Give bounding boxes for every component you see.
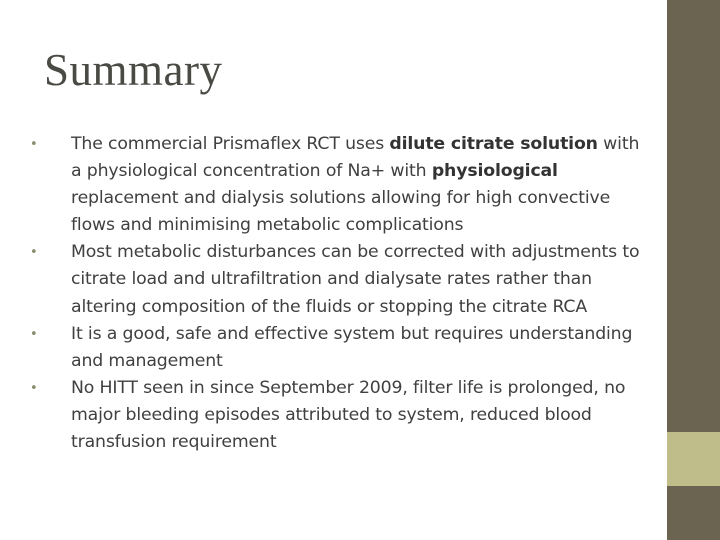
- bullet-item: [26, 375, 648, 456]
- bullet-list: [26, 131, 648, 456]
- bullet-text-bold: physiological: [431, 161, 558, 182]
- bullet-icon: •: [30, 380, 38, 396]
- bullet-text: replacement and dialysis solutions allowing for high convective flows and minimising metabolic complications: [71, 188, 611, 236]
- sidebar-decoration-top: [667, 0, 720, 432]
- bullet-item: [26, 131, 648, 239]
- bullet-text: No HITT seen in since September 2009, filter life is prolonged, no major bleeding episodes attributed to system, reduced blood transfusion requirement: [71, 377, 626, 453]
- bullet-text: The commercial Prismaflex RCT uses: [71, 134, 390, 154]
- bullet-text: with a physiological concentration of Na+ with: [71, 134, 640, 182]
- bullet-icon: •: [30, 245, 38, 261]
- bullet-item: [26, 321, 648, 375]
- bullet-item: [26, 239, 648, 320]
- slide-title: Summary: [44, 45, 223, 95]
- bullet-icon: •: [30, 137, 38, 152]
- sidebar-decoration-accent: [667, 432, 720, 486]
- bullet-text: It is a good, safe and effective system but requires understanding and management: [71, 323, 633, 371]
- bullet-icon: •: [30, 326, 38, 342]
- bullet-text: Most metabolic disturbances can be corrected with adjustments to citrate load and ultrafiltration and dialysate rates rather than altering composition of the fluids or stopping the citrate RCA: [71, 242, 640, 317]
- bullet-text-bold: dilute citrate solution: [389, 134, 598, 154]
- sidebar-decoration-bottom: [667, 486, 720, 540]
